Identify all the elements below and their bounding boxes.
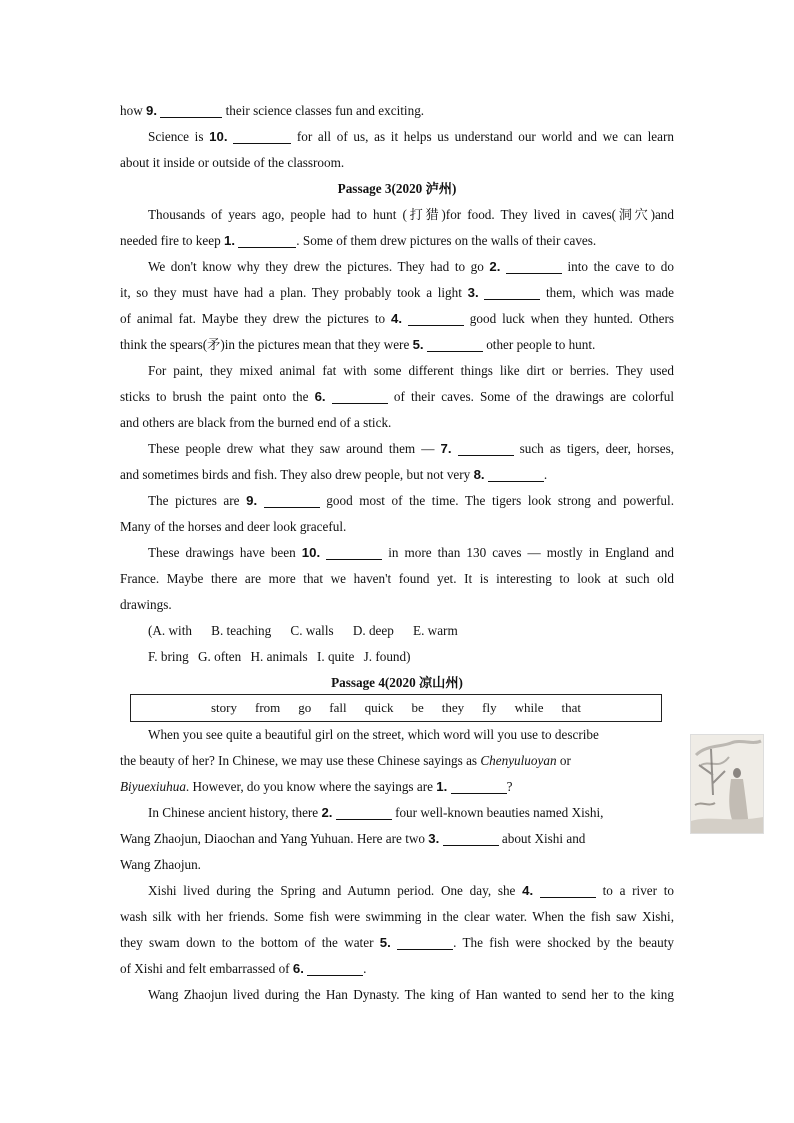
word-bank-item: be [411, 700, 424, 715]
option-j: J. found) [363, 649, 411, 664]
word-bank-item: fall [329, 700, 347, 715]
text-line: of animal fat. Maybe they drew the pictures to 4. good luck when they hunted. Others [120, 311, 674, 326]
answer-blank[interactable] [443, 831, 499, 846]
answer-blank[interactable] [408, 311, 464, 326]
option-a: (A. with [148, 623, 192, 638]
answer-blank[interactable] [160, 103, 222, 118]
answer-blank[interactable] [397, 935, 453, 950]
option-g: G. often [198, 649, 242, 664]
answer-blank[interactable] [336, 805, 392, 820]
text-line: The pictures are 9. good most of the time. The tigers look strong and powerful. [148, 493, 674, 508]
text-line: about it inside or outside of the classroom. [120, 155, 345, 170]
answer-blank[interactable] [307, 961, 363, 976]
text-line: and others are black from the burned end of a stick. [120, 415, 392, 430]
answer-blank[interactable] [264, 493, 320, 508]
text-line: Many of the horses and deer look graceful. [120, 519, 347, 534]
answer-blank[interactable] [451, 779, 507, 794]
word-bank-item: while [514, 700, 544, 715]
option-h: H. animals [250, 649, 308, 664]
answer-blank[interactable] [540, 883, 596, 898]
answer-blank[interactable] [458, 441, 514, 456]
word-bank-box [130, 694, 662, 722]
text-line: it, so they must have had a plan. They probably took a light 3. them, which was made [120, 285, 674, 300]
word-bank-item: go [298, 700, 312, 715]
option-row [120, 644, 674, 670]
answer-blank[interactable] [506, 259, 562, 274]
word-bank-item: from [254, 700, 281, 715]
passage-3-title: Passage 3(2020 泸州) [337, 181, 457, 196]
text-line: of Xishi and felt embarrassed of 6. . [120, 961, 367, 976]
word-bank-item: story [210, 700, 237, 715]
illustration-image [690, 734, 764, 834]
text-line: needed fire to keep 1. . Some of them drew pictures on the walls of their caves. [120, 233, 597, 248]
ink-painting-graphic [691, 735, 763, 833]
text-line: Wang Zhaojun, Diaochan and Yang Yuhuan. Here are two 3. about Xishi and [120, 831, 586, 846]
text-line: These drawings have been 10. in more than 130 caves — mostly in England and [148, 545, 675, 560]
text-line: they swam down to the bottom of the water 5. . The fish were shocked by the beauty [120, 935, 674, 950]
word-bank-item: they [441, 700, 465, 715]
text-line: These people drew what they saw around them — 7. such as tigers, deer, horses, [148, 441, 675, 456]
text-line: and sometimes birds and fish. They also drew people, but not very 8. . [120, 467, 548, 482]
answer-blank[interactable] [326, 545, 382, 560]
document-page [120, 98, 674, 1008]
option-e: E. warm [413, 623, 458, 638]
word-bank-item: that [561, 700, 581, 715]
text-line: France. Maybe there are more that we haven't found yet. It is interesting to look at such old [120, 571, 674, 586]
option-b: B. teaching [211, 623, 272, 638]
option-i: I. quite [316, 649, 355, 664]
text-line: think the spears(矛)in the pictures mean that they were 5. other people to hunt. [120, 337, 596, 352]
text-line: sticks to brush the paint onto the 6. of their caves. Some of the drawings are colorful [120, 389, 675, 404]
answer-blank[interactable] [484, 285, 540, 300]
answer-blank[interactable] [238, 233, 296, 248]
text-line: We don't know why they drew the pictures. They had to go 2. into the cave to do [148, 259, 674, 274]
text-line: Science is 10. for all of us, as it helps us understand our world and we can learn [148, 129, 675, 144]
text-line: For paint, they mixed animal fat with some different things like dirt or berries. They used [148, 363, 674, 378]
text-line: Wang Zhaojun. [120, 857, 201, 872]
option-c: C. walls [290, 623, 334, 638]
text-line: Xishi lived during the Spring and Autumn period. One day, she 4. to a river to [148, 883, 675, 898]
option-d: D. deep [352, 623, 394, 638]
answer-blank[interactable] [332, 389, 388, 404]
text-line: the beauty of her? In Chinese, we may use these Chinese sayings as Chenyuluoyan or [120, 753, 571, 768]
option-row [120, 618, 674, 644]
answer-blank[interactable] [233, 129, 291, 144]
text-line: how 9. their science classes fun and exciting. [120, 103, 425, 118]
text-line: drawings. [120, 597, 172, 612]
text-line: In Chinese ancient history, there 2. four well-known beauties named Xishi, [148, 805, 604, 820]
text-line: Wang Zhaojun lived during the Han Dynasty. The king of Han wanted to send her to the king [148, 987, 674, 1002]
passage-4-title: Passage 4(2020 凉山州) [331, 675, 463, 690]
option-f: F. bring [148, 649, 189, 664]
answer-blank[interactable] [427, 337, 483, 352]
answer-blank[interactable] [488, 467, 544, 482]
word-bank-item: fly [482, 700, 497, 715]
text-line: wash silk with her friends. Some fish were swimming in the clear water. When the fish saw Xishi, [120, 909, 674, 924]
text-line: Biyuexiuhua. However, do you know where the sayings are 1. ? [120, 779, 513, 794]
text-line: When you see quite a beautiful girl on the street, which word will you use to describe [148, 727, 599, 742]
word-bank-item: quick [364, 700, 394, 715]
text-line: Thousands of years ago, people had to hunt (打猎)for food. They lived in caves(洞穴)and [148, 207, 674, 222]
